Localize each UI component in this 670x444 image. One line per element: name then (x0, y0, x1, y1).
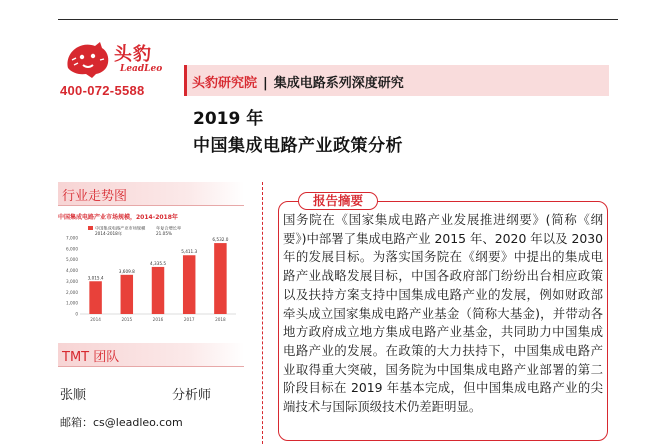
institute-name: 头豹研究院 (192, 76, 258, 91)
data-label: 5,411.3 (181, 249, 198, 255)
bar (214, 243, 226, 314)
analyst-role: 分析师 (172, 388, 212, 403)
x-tick-label: 2017 (183, 317, 195, 322)
market-size-chart (58, 212, 244, 330)
bar (183, 255, 195, 314)
header-text (192, 72, 404, 91)
team-divider (58, 366, 244, 367)
y-tick-label: 2,000 (66, 289, 78, 295)
header-band-accent (184, 65, 187, 96)
x-tick-label: 2015 (121, 317, 133, 322)
y-tick-label: 6,000 (66, 246, 78, 252)
legend-cagr-value: 21.05% (156, 231, 172, 236)
y-tick-label: 0 (75, 311, 78, 317)
legend-cagr-label: 年复合增长率 (156, 225, 182, 231)
leopard-head-icon (62, 38, 112, 80)
team-heading: TMT 团队 (62, 350, 120, 365)
bar-chart (58, 222, 244, 330)
header-separator: | (263, 76, 268, 91)
y-tick-label: 5,000 (66, 257, 78, 263)
legend-series-label: 中国集成电路产业市场规模 (95, 225, 146, 231)
summary-heading: 报告摘要 (298, 192, 378, 210)
analyst-email: 邮箱：cs@leadleo.com (60, 416, 183, 429)
data-label: 3,015.4 (87, 275, 104, 281)
trend-section-header (58, 182, 244, 205)
column-divider (262, 182, 263, 444)
data-label: 3,609.8 (118, 268, 135, 274)
top-rule (58, 19, 618, 20)
y-tick-label: 7,000 (66, 235, 78, 241)
analyst-name: 张顺 (60, 388, 87, 403)
data-label: 6,532.0 (212, 237, 229, 243)
report-year: 2019 年 (193, 109, 264, 129)
trend-heading: 行业走势图 (62, 189, 128, 204)
legend-series-period: 2014-2018年 (95, 231, 123, 236)
y-tick-label: 4,000 (66, 268, 78, 274)
x-tick-label: 2018 (215, 317, 226, 322)
trend-divider (58, 205, 244, 206)
bar (152, 267, 164, 314)
brand-name-cn: 头豹 (114, 44, 152, 65)
report-title: 中国集成电路产业政策分析 (193, 136, 403, 156)
data-label: 4,335.5 (150, 260, 166, 266)
series-name: 集成电路系列深度研究 (273, 76, 404, 91)
team-section-header (58, 343, 244, 366)
x-tick-label: 2014 (90, 317, 101, 322)
bar (89, 281, 101, 314)
bar (121, 275, 133, 314)
legend-swatch (88, 226, 93, 230)
chart-title: 中国集成电路产业市场规模，2014-2018年 (58, 214, 178, 221)
summary-text: 国务院在《国家集成电路产业发展推进纲要》(简称《纲要》)中部署了集成电路产业 2015 年、2020 年以及 2030 年的发展目标。为落实国务院在《纲要》中提出的集成电路产业战略发展目标，中国各政府部门纷纷出台相应政策以及扶持方案支持中国集成电路产业的发展，例如财政部牵头成立国家集成电路产业基金（简称大基金)，并带动各地方政府成立地方集成电路产业基金，共同助力中国集成电路产业的发展。在政策的大力扶持下，中国集成电路产业取得重大突破，国务院为中国集成电路产业部署的第二阶段目标在 2019 年基本完成，但中国集成电路产业的尖端技术与国际顶级技术仍差距明显。 (283, 212, 603, 415)
phone-number: 400-072-5588 (60, 83, 145, 98)
y-tick-label: 3,000 (66, 278, 78, 284)
brand-name-en: LeadLeo (120, 64, 163, 74)
brand-logo (62, 38, 172, 82)
y-tick-label: 1,000 (66, 300, 78, 306)
x-tick-label: 2016 (152, 317, 164, 322)
